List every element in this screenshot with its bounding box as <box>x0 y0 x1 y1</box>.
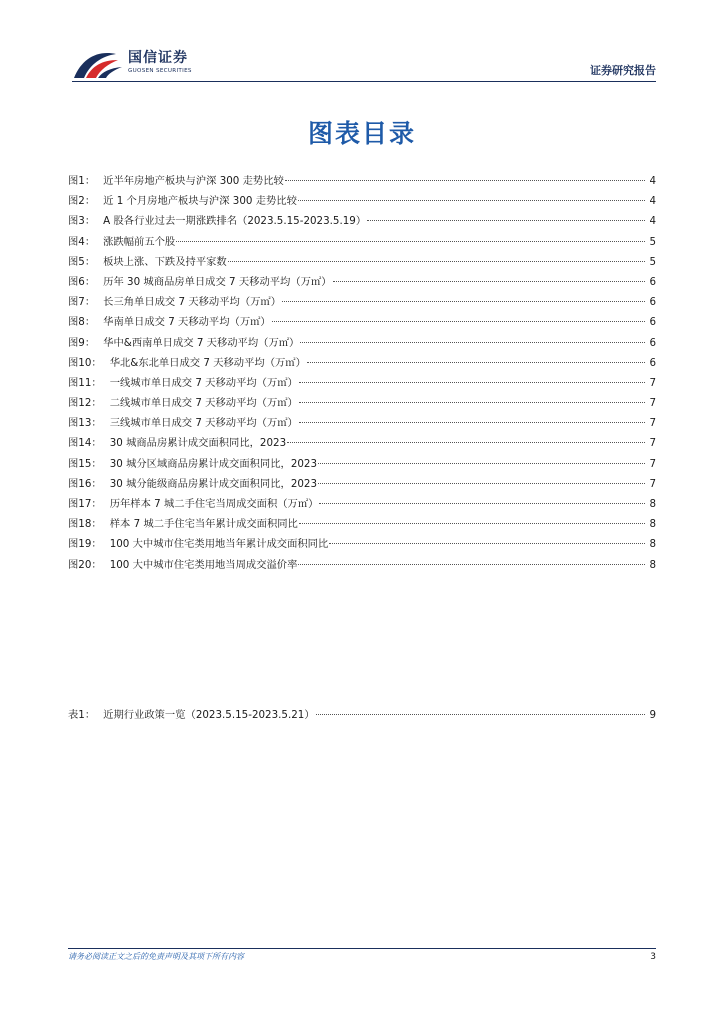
entry-page-number: 7 <box>649 417 656 430</box>
guosen-logo <box>72 48 192 80</box>
entry-number: 图10： <box>68 356 102 369</box>
entry-number: 图14： <box>68 437 102 450</box>
figure-entry[interactable] <box>68 191 656 211</box>
entry-title: 30 城分区域商品房累计成交面积同比，2023 <box>109 457 318 470</box>
figure-entry[interactable] <box>68 292 656 312</box>
entry-page-number: 4 <box>649 215 656 228</box>
figure-entry[interactable] <box>68 353 656 373</box>
header-divider <box>72 81 656 82</box>
entry-number: 图3： <box>68 215 96 228</box>
dot-leader <box>319 503 645 504</box>
entry-page-number: 6 <box>649 356 656 369</box>
figure-entry[interactable] <box>68 252 656 272</box>
entry-title: 板块上涨、下跌及持平家数 <box>103 255 227 268</box>
logo-english-name: GUOSEN SECURITIES <box>128 68 192 74</box>
figure-entry[interactable] <box>68 211 656 231</box>
entry-number: 图6： <box>68 275 96 288</box>
footer-divider <box>68 948 656 949</box>
entry-title: 一线城市单日成交 7 天移动平均（万㎡） <box>109 376 298 389</box>
figure-entry[interactable] <box>68 514 656 534</box>
figure-entry[interactable] <box>68 312 656 332</box>
dot-leader <box>300 342 645 343</box>
figure-list <box>68 171 656 575</box>
dot-leader <box>282 301 645 302</box>
dot-leader <box>298 200 645 201</box>
dot-leader <box>299 523 645 524</box>
dot-leader <box>333 281 645 282</box>
figure-entry[interactable] <box>68 534 656 554</box>
entry-number: 图16： <box>68 477 102 490</box>
entry-page-number: 7 <box>649 376 656 389</box>
entry-title: 二线城市单日成交 7 天移动平均（万㎡） <box>109 397 298 410</box>
dot-leader <box>307 362 645 363</box>
entry-title: 30 城商品房累计成交面积同比，2023 <box>109 437 287 450</box>
entry-title: 30 城分能级商品房累计成交面积同比，2023 <box>109 477 318 490</box>
figure-entry[interactable] <box>68 433 656 453</box>
entry-number: 图15： <box>68 457 102 470</box>
entry-number: 图4： <box>68 235 96 248</box>
figure-entry[interactable] <box>68 272 656 292</box>
entry-page-number: 7 <box>649 457 656 470</box>
dot-leader <box>367 220 645 221</box>
entry-page-number: 5 <box>649 235 656 248</box>
entry-page-number: 5 <box>649 255 656 268</box>
table-list <box>68 705 656 725</box>
entry-title: 近半年房地产板块与沪深 300 走势比较 <box>103 175 284 187</box>
entry-title: 历年样本 7 城二手住宅当周成交面积（万㎡） <box>109 498 319 510</box>
figure-entry[interactable] <box>68 171 656 191</box>
entry-page-number: 4 <box>649 175 656 187</box>
table-entry[interactable] <box>68 705 656 725</box>
entry-title: 近 1 个月房地产板块与沪深 300 走势比较 <box>103 195 297 208</box>
entry-number: 图18： <box>68 518 102 531</box>
entry-page-number: 6 <box>649 316 656 329</box>
figure-entry[interactable] <box>68 454 656 474</box>
figure-entry[interactable] <box>68 494 656 514</box>
entry-title: A 股各行业过去一期涨跌排名（2023.5.15-2023.5.19） <box>103 215 367 228</box>
figure-entry[interactable] <box>68 413 656 433</box>
entry-page-number: 8 <box>649 538 656 551</box>
entry-page-number: 8 <box>649 558 656 571</box>
entry-title: 长三角单日成交 7 天移动平均（万㎡） <box>103 296 282 309</box>
entry-title: 三线城市单日成交 7 天移动平均（万㎡） <box>109 417 298 430</box>
entry-title: 100 大中城市住宅类用地当周成交溢价率 <box>109 558 298 571</box>
entry-title: 样本 7 城二手住宅当年累计成交面积同比 <box>109 518 298 531</box>
dot-leader <box>329 543 645 544</box>
figure-entry[interactable] <box>68 232 656 252</box>
entry-number: 图5： <box>68 255 96 268</box>
entry-number: 图9： <box>68 336 96 349</box>
entry-title: 近期行业政策一览（2023.5.15-2023.5.21） <box>103 709 315 721</box>
entry-number: 图11： <box>68 376 102 389</box>
entry-page-number: 8 <box>649 518 656 531</box>
dot-leader <box>176 241 645 242</box>
dot-leader <box>298 564 645 565</box>
entry-number: 图2： <box>68 195 96 208</box>
dot-leader <box>287 442 645 443</box>
entry-number: 表1： <box>68 709 96 721</box>
logo-chinese-name: 国信证券 <box>128 50 188 66</box>
entry-number: 图17： <box>68 498 102 510</box>
figure-entry[interactable] <box>68 474 656 494</box>
entry-title: 华中&西南单日成交 7 天移动平均（万㎡） <box>103 336 300 349</box>
entry-number: 图1： <box>68 175 96 187</box>
entry-title: 历年 30 城商品房单日成交 7 天移动平均（万㎡） <box>103 275 332 288</box>
report-type-label: 证券研究报告 <box>590 64 656 77</box>
dot-leader <box>299 402 645 403</box>
entry-page-number: 9 <box>649 709 656 721</box>
page-title: 图表目录 <box>307 119 416 148</box>
dot-leader <box>285 180 645 181</box>
dot-leader <box>318 463 645 464</box>
guosen-logo-icon <box>72 48 124 80</box>
entry-number: 图12： <box>68 397 102 410</box>
entry-title: 涨跌幅前五个股 <box>103 235 176 248</box>
entry-title: 100 大中城市住宅类用地当年累计成交面积同比 <box>109 538 329 551</box>
dot-leader <box>299 422 645 423</box>
entry-page-number: 8 <box>649 498 656 510</box>
dot-leader <box>228 261 645 262</box>
figure-entry[interactable] <box>68 333 656 353</box>
page-header <box>72 48 656 88</box>
entry-page-number: 6 <box>649 296 656 309</box>
dot-leader <box>316 714 645 715</box>
entry-number: 图13： <box>68 417 102 430</box>
disclaimer-note: 请务必阅读正文之后的免责声明及其项下所有内容 <box>68 952 244 961</box>
entry-number: 图8： <box>68 316 96 329</box>
entry-page-number: 7 <box>649 477 656 490</box>
figure-entry[interactable] <box>68 373 656 393</box>
dot-leader <box>318 483 645 484</box>
entry-page-number: 4 <box>649 195 656 208</box>
figure-entry[interactable] <box>68 555 656 575</box>
entry-number: 图7： <box>68 296 96 309</box>
entry-page-number: 6 <box>649 336 656 349</box>
entry-number: 图19： <box>68 538 102 551</box>
page-number: 3 <box>650 952 656 962</box>
entry-title: 华北&东北单日成交 7 天移动平均（万㎡） <box>109 356 306 369</box>
entry-page-number: 7 <box>649 437 656 450</box>
entry-page-number: 7 <box>649 397 656 410</box>
entry-number: 图20： <box>68 558 102 571</box>
dot-leader <box>272 321 645 322</box>
entry-title: 华南单日成交 7 天移动平均（万㎡） <box>103 316 271 329</box>
figure-entry[interactable] <box>68 393 656 413</box>
dot-leader <box>299 382 645 383</box>
entry-page-number: 6 <box>649 275 656 288</box>
